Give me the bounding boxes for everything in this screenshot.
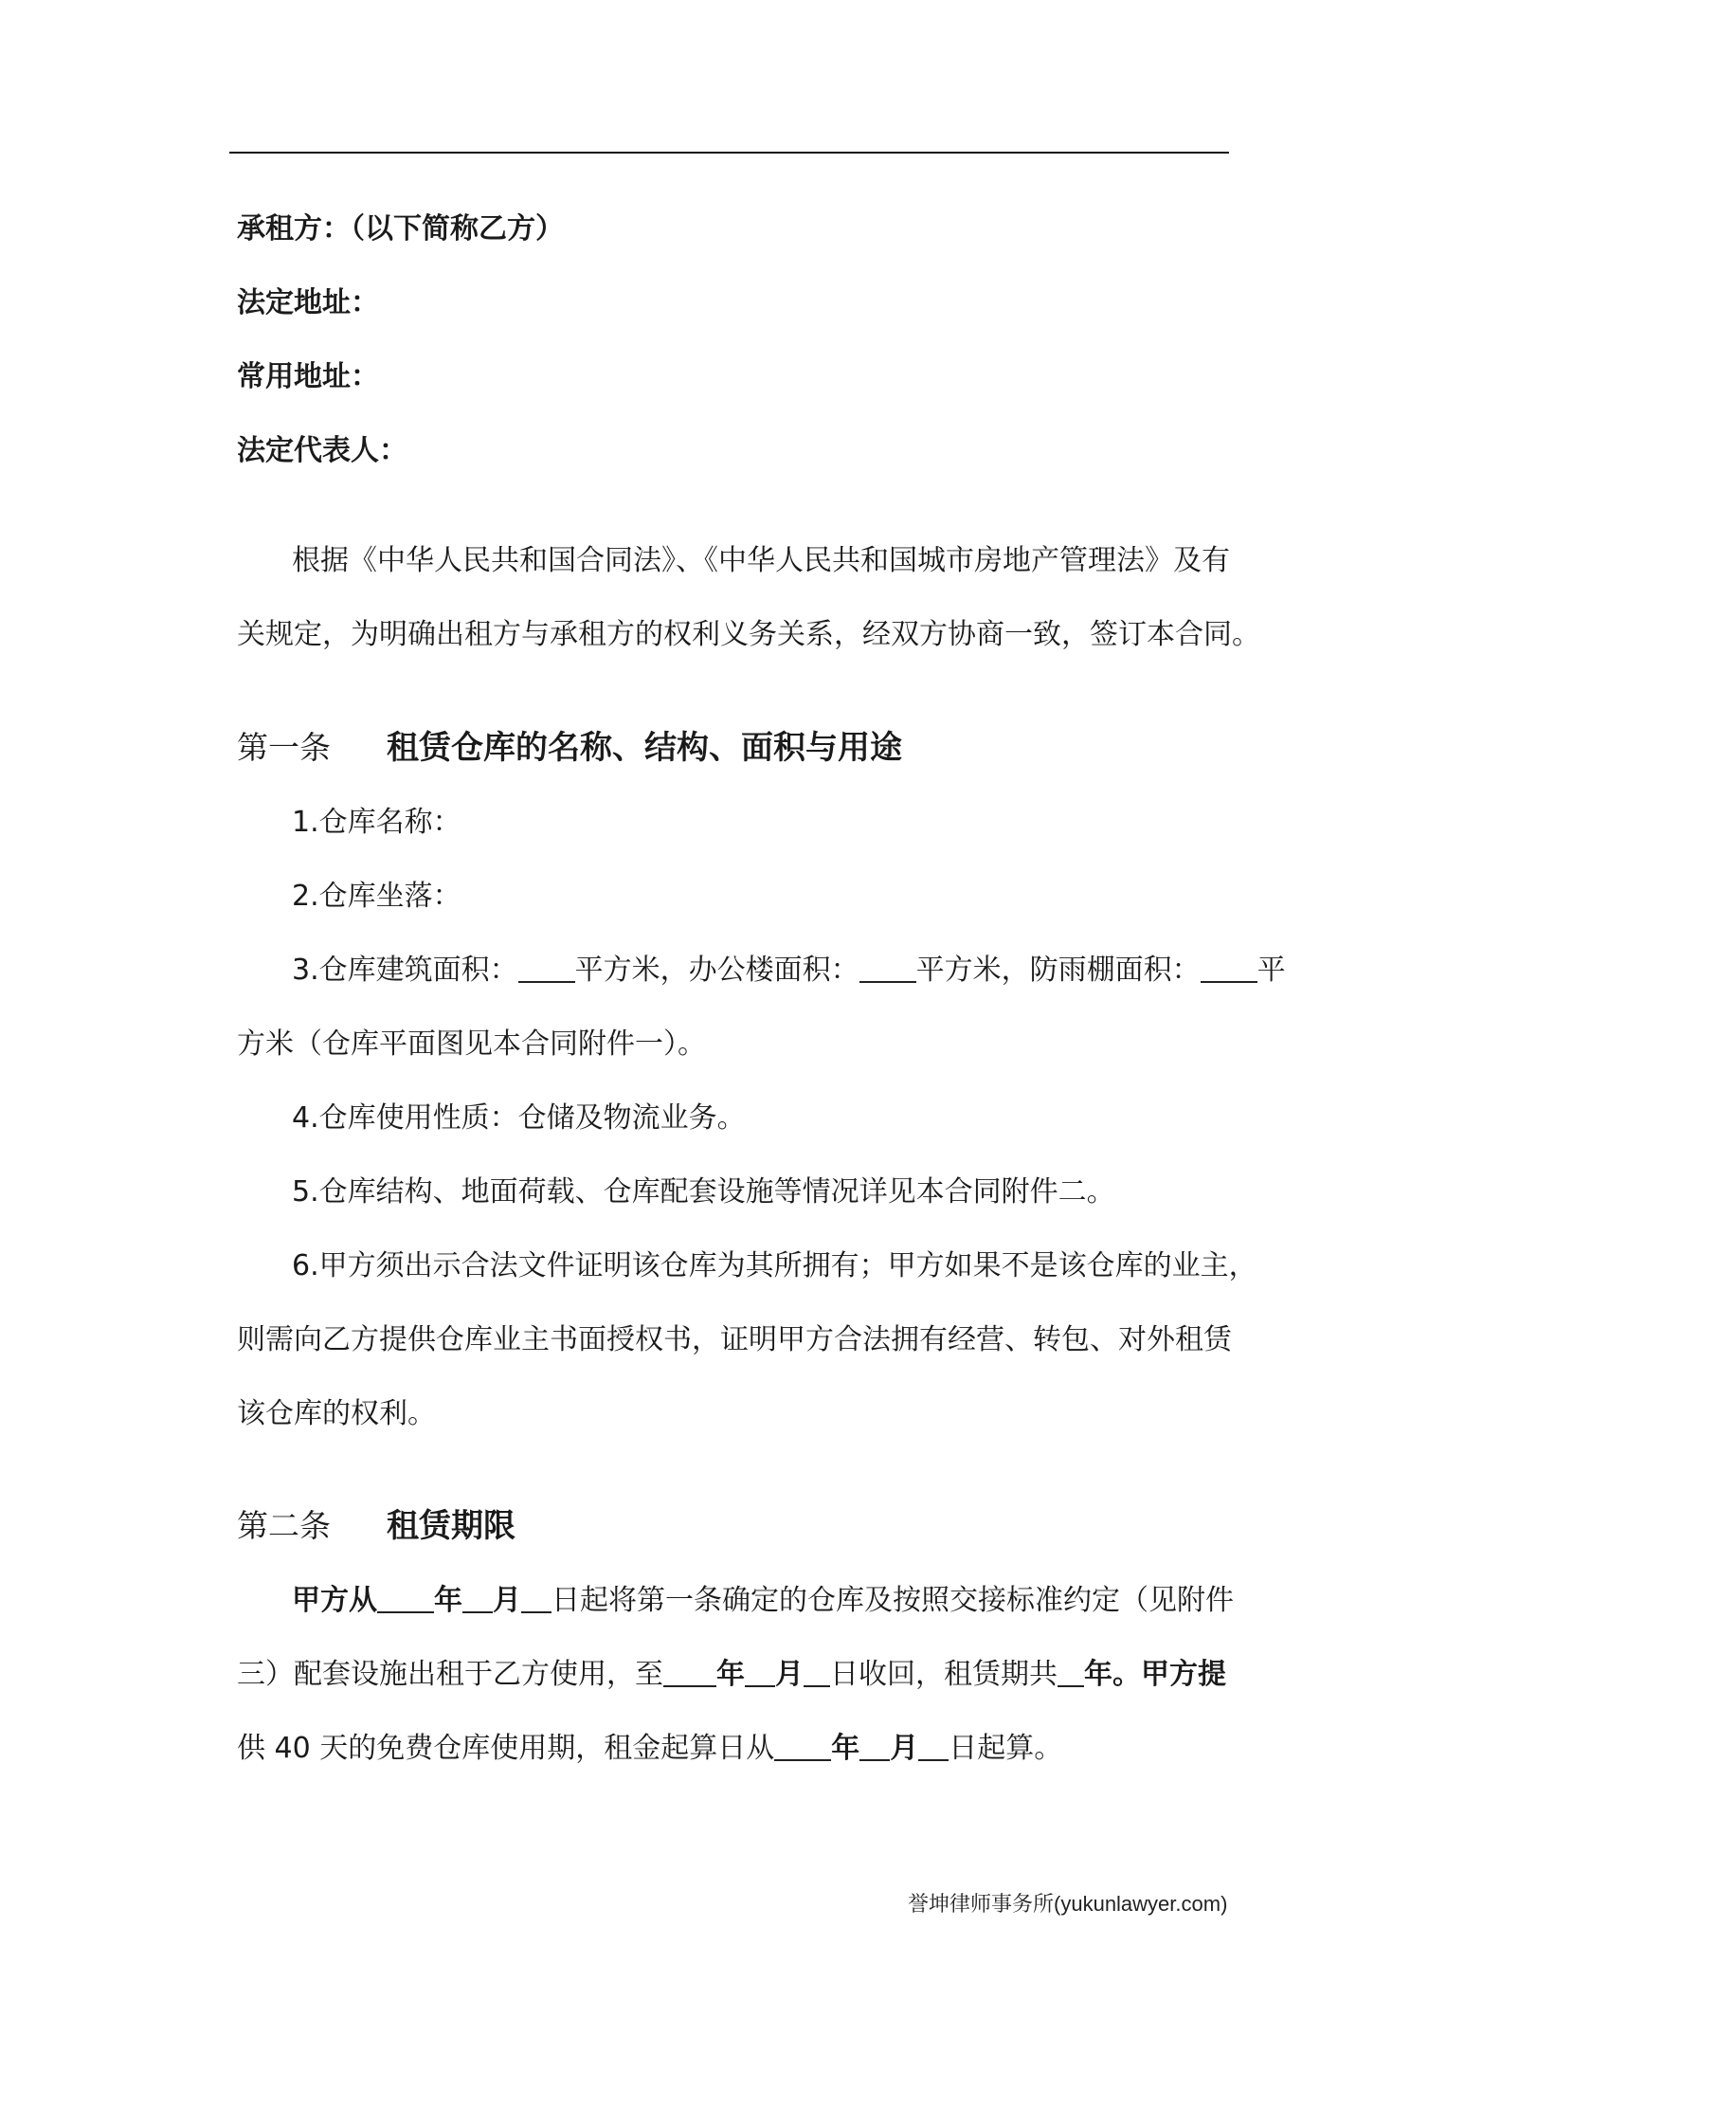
term-years-blank[interactable] <box>1058 1657 1084 1687</box>
footer-firm-name: 誉坤律师事务所 <box>908 1893 1055 1917</box>
article1-number: 第一条 <box>237 729 331 766</box>
article1-item5: 5.仓库结构、地面荷载、仓库配套设施等情况详见本合同附件二。 <box>292 1175 1115 1209</box>
building-area-blank[interactable] <box>518 953 575 983</box>
start-day-blank[interactable] <box>521 1583 552 1613</box>
p3-part-b: 日起算。 <box>949 1732 1063 1765</box>
header-rule <box>229 152 1229 154</box>
canopy-area-blank[interactable] <box>1201 953 1257 983</box>
article1-item6-line1: 6.甲方须出示合法文件证明该仓库为其所拥有；甲方如果不是该仓库的业主， <box>292 1249 1257 1282</box>
end-year-blank[interactable] <box>663 1657 716 1687</box>
item3-part-b: 平方米，办公楼面积： <box>574 954 859 987</box>
article1-item3 <box>292 952 1286 990</box>
tenant-title: 承租方：（以下简称乙方） <box>237 212 564 245</box>
tenant-representative: 法定代表人： <box>237 434 407 467</box>
p3-month: 月 <box>890 1732 919 1765</box>
article1-title: 租赁仓库的名称、结构、面积与用途 <box>387 729 902 767</box>
item3-part-d: 平 <box>1257 954 1286 987</box>
item3-part-c: 平方米，防雨棚面积： <box>915 954 1201 987</box>
article1-item1: 1.仓库名称： <box>292 806 461 839</box>
p2-month: 月 <box>775 1658 804 1691</box>
office-area-blank[interactable] <box>859 953 916 983</box>
preamble-line-1: 根据《中华人民共和国合同法》、《中华人民共和国城市房地产管理法》及有 <box>292 544 1230 577</box>
p1-month: 月 <box>493 1584 521 1617</box>
article1-item3-continued: 方米（仓库平面图见本合同附件一）。 <box>237 1027 706 1061</box>
article2-para-line3 <box>237 1730 1062 1768</box>
p1-part-b: 日起将第一条确定的仓库及按照交接标准约定（见附件 <box>552 1584 1234 1617</box>
start-month-blank[interactable] <box>462 1583 493 1613</box>
article2-title: 租赁期限 <box>387 1507 515 1545</box>
tenant-usual-address: 常用地址： <box>237 360 379 393</box>
end-day-blank[interactable] <box>804 1657 830 1687</box>
article2-para-line1 <box>292 1582 1234 1620</box>
p2-part-a: 三）配套设施出租于乙方使用，至 <box>237 1658 663 1691</box>
item3-part-a: 3.仓库建筑面积： <box>292 954 518 987</box>
p3-part-a: 供 40 天的免费仓库使用期，租金起算日从 <box>237 1732 775 1765</box>
p2-part-c: 年。甲方提 <box>1084 1658 1226 1691</box>
article1-item4: 4.仓库使用性质：仓储及物流业务。 <box>292 1101 746 1135</box>
p1-part-a: 甲方从 <box>292 1584 377 1617</box>
article2-number: 第二条 <box>237 1507 331 1544</box>
preamble-line-2: 关规定，为明确出租方与承租方的权利义务关系，经双方协商一致，签订本合同。 <box>237 618 1260 651</box>
p2-part-b: 日收回，租赁期共 <box>830 1658 1058 1691</box>
rent-start-year-blank[interactable] <box>774 1731 831 1761</box>
rent-start-month-blank[interactable] <box>859 1731 890 1761</box>
p1-year: 年 <box>434 1584 462 1617</box>
article2-para-line2 <box>237 1656 1226 1694</box>
footer-website[interactable]: (yukunlawyer.com) <box>1054 1892 1228 1916</box>
article1-item2: 2.仓库坐落： <box>292 880 461 913</box>
article1-item6-line3: 该仓库的权利。 <box>237 1397 436 1430</box>
start-year-blank[interactable] <box>377 1583 434 1613</box>
tenant-legal-address: 法定地址： <box>237 286 379 319</box>
p3-year: 年 <box>831 1732 860 1765</box>
footer-firm-line <box>908 1890 1227 1919</box>
article1-item6-line2: 则需向乙方提供仓库业主书面授权书，证明甲方合法拥有经营、转包、对外租赁 <box>237 1323 1232 1356</box>
end-month-blank[interactable] <box>745 1657 775 1687</box>
p2-year: 年 <box>716 1658 745 1691</box>
rent-start-day-blank[interactable] <box>918 1731 949 1761</box>
